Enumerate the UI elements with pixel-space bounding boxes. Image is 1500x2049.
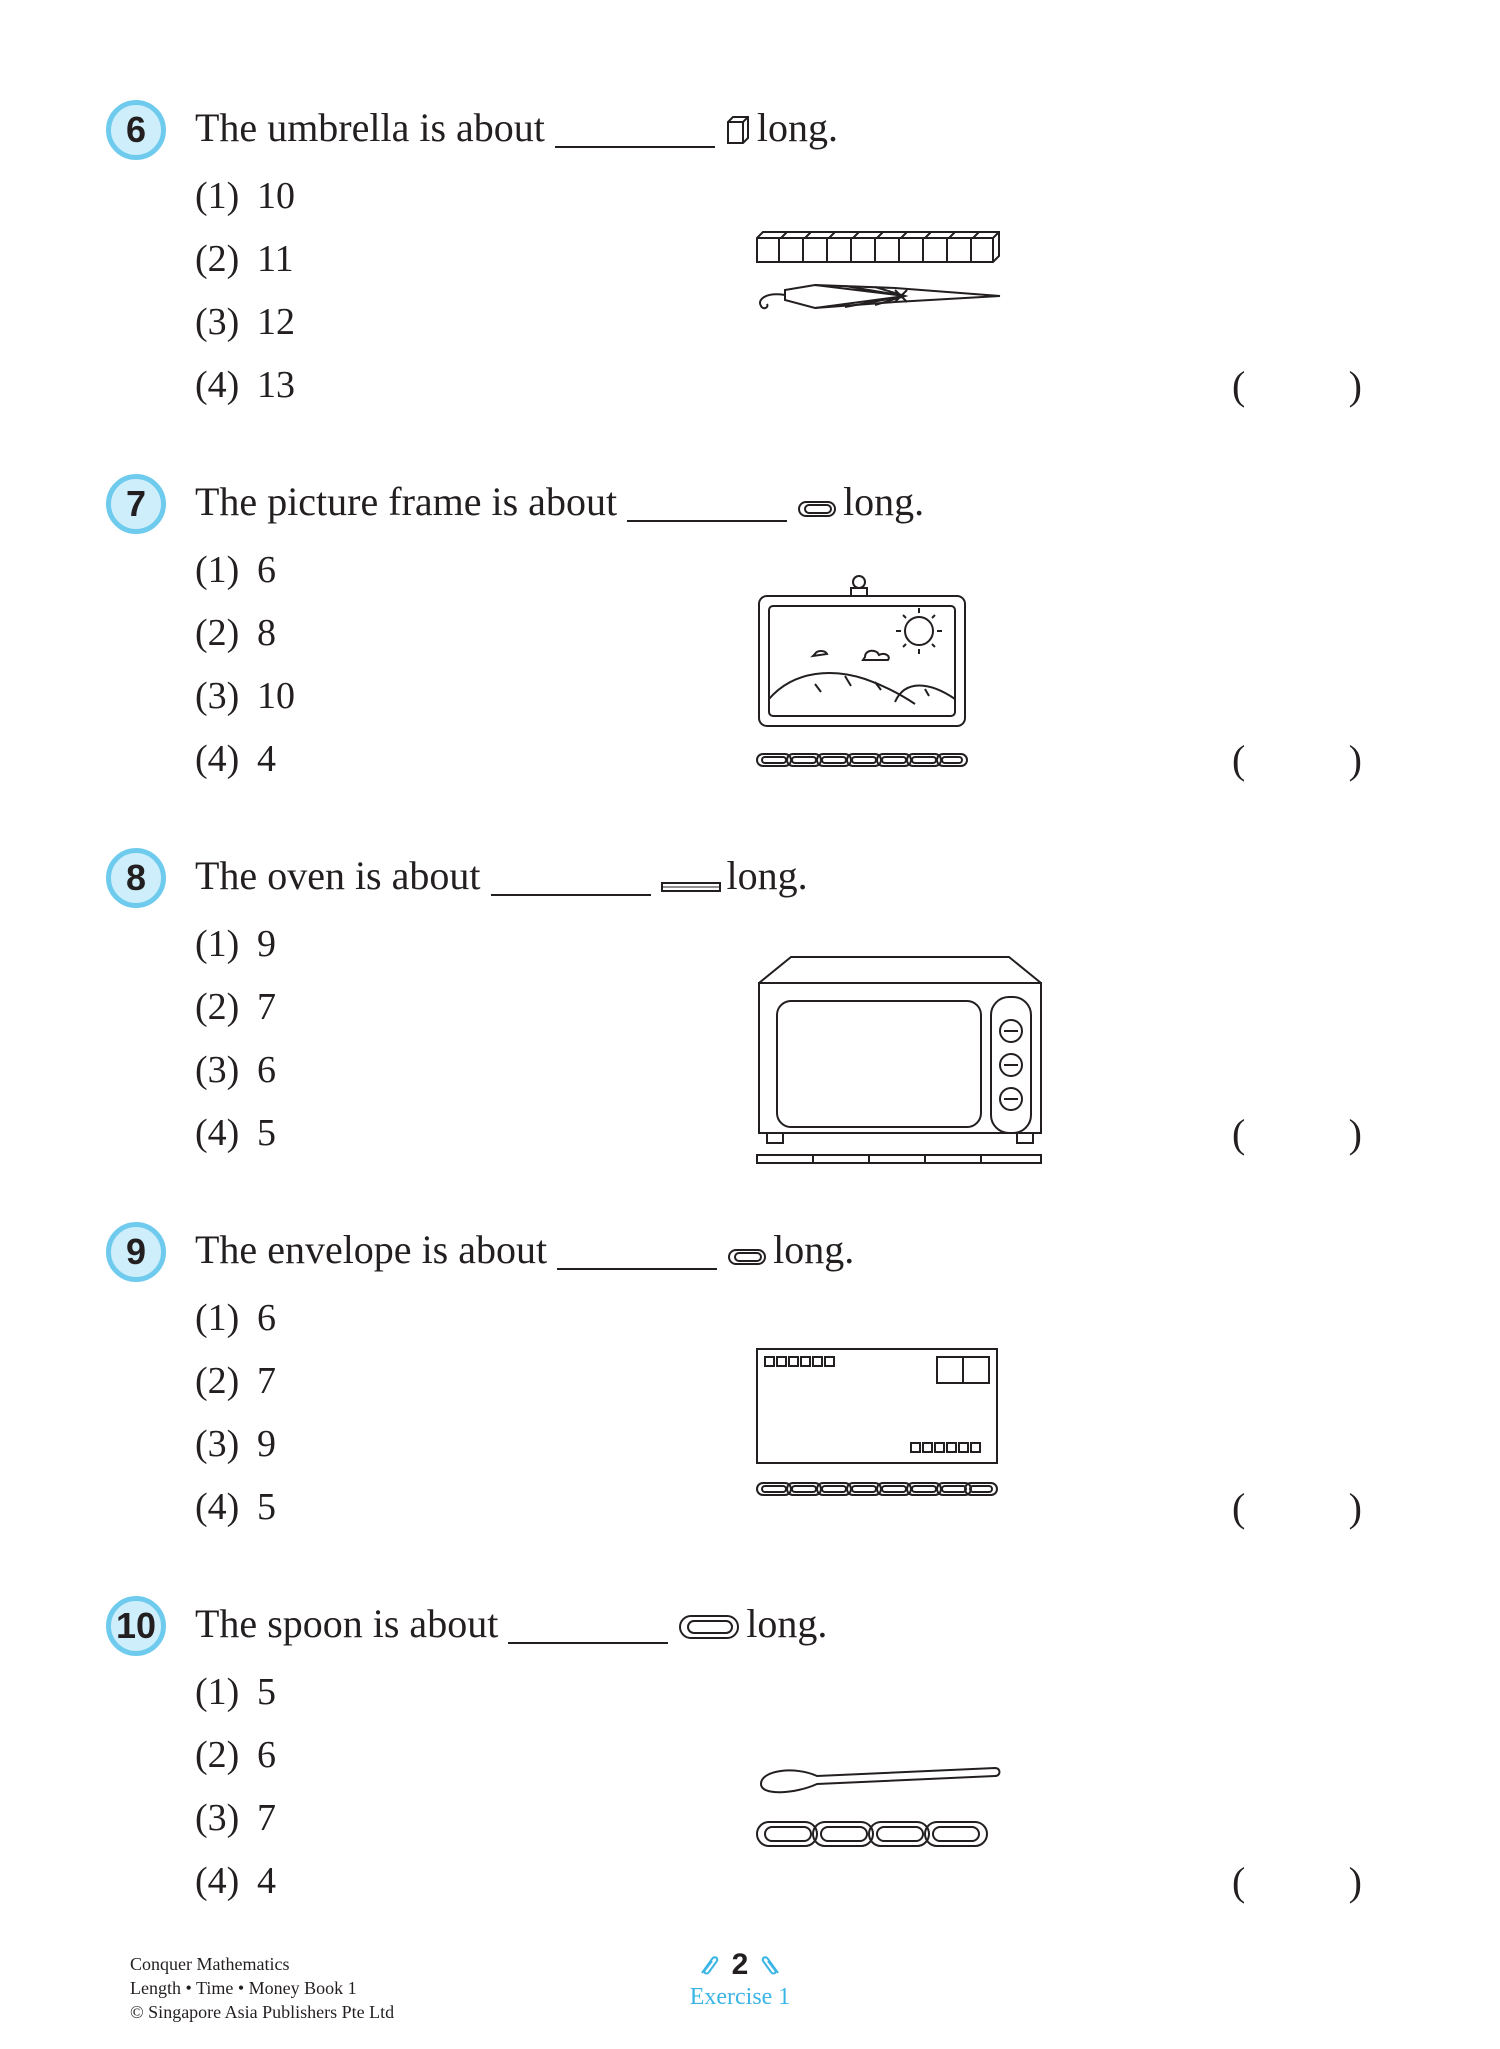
- footer-book-title: Length • Time • Money Book 1: [130, 1978, 357, 1998]
- answer-parentheses[interactable]: ( ): [1232, 737, 1362, 782]
- stem-suffix: long.: [726, 853, 808, 898]
- option-3[interactable]: (3) 7: [195, 1797, 276, 1839]
- spoon-illustration: [755, 1756, 1005, 1856]
- stem-text: The umbrella is about: [195, 105, 545, 150]
- answer-parentheses[interactable]: ( ): [1232, 1859, 1362, 1904]
- paper-clip-ornament-icon: [758, 1953, 782, 1977]
- answer-blank[interactable]: [627, 486, 787, 522]
- footer-series-title: Conquer Mathematics: [130, 1954, 290, 1974]
- option-3[interactable]: (3) 6: [195, 1049, 276, 1091]
- question-8: [0, 848, 1500, 1218]
- answer-blank[interactable]: [508, 1608, 668, 1644]
- options-list: [195, 1668, 276, 1920]
- question-stem: [195, 850, 808, 902]
- stem-suffix: long.: [756, 105, 839, 150]
- option-1[interactable]: (1) 5: [195, 1671, 276, 1713]
- stem-text: The spoon is about: [195, 1601, 499, 1646]
- question-stem: [195, 476, 924, 528]
- option-1[interactable]: (1) 10: [195, 175, 295, 217]
- option-4[interactable]: (4) 4: [195, 738, 276, 780]
- answer-parentheses[interactable]: ( ): [1232, 1111, 1362, 1156]
- option-2[interactable]: (2) 8: [195, 612, 276, 654]
- answer-blank[interactable]: [557, 1234, 717, 1270]
- envelope-illustration: [755, 1347, 1005, 1507]
- option-4[interactable]: (4) 5: [195, 1486, 276, 1528]
- stick-icon: [661, 882, 721, 892]
- option-4[interactable]: (4) 5: [195, 1112, 276, 1154]
- stem-suffix: long.: [773, 1227, 855, 1272]
- stem-text: The envelope is about: [195, 1227, 548, 1272]
- large-paper-clip-icon: [678, 1614, 740, 1640]
- option-1[interactable]: (1) 9: [195, 923, 276, 965]
- answer-blank[interactable]: [491, 860, 651, 896]
- option-3[interactable]: (3) 9: [195, 1423, 276, 1465]
- question-9: [0, 1222, 1500, 1592]
- question-number-badge: 7: [106, 474, 166, 534]
- footer-publisher-info: [130, 1952, 394, 2024]
- exercise-label: Exercise 1: [689, 1984, 791, 2010]
- options-list: [195, 1294, 276, 1546]
- footer-page-info: [640, 1948, 840, 2011]
- answer-parentheses[interactable]: ( ): [1232, 363, 1362, 408]
- question-6: [0, 100, 1500, 470]
- option-1[interactable]: (1) 6: [195, 1297, 276, 1339]
- page-number-row: [640, 1948, 840, 1982]
- option-3[interactable]: (3) 12: [195, 301, 295, 343]
- paper-clip-icon: [727, 1248, 767, 1266]
- option-3[interactable]: (3) 10: [195, 675, 295, 717]
- option-2[interactable]: (2) 11: [195, 238, 294, 280]
- stem-suffix: long.: [843, 479, 925, 524]
- option-2[interactable]: (2) 6: [195, 1734, 276, 1776]
- option-4[interactable]: (4) 4: [195, 1860, 276, 1902]
- option-4[interactable]: (4) 13: [195, 364, 295, 406]
- question-number-badge: 8: [106, 848, 166, 908]
- option-2[interactable]: (2) 7: [195, 986, 276, 1028]
- footer-copyright: © Singapore Asia Publishers Pte Ltd: [130, 2002, 395, 2022]
- stem-text: The picture frame is about: [195, 479, 618, 524]
- options-list: [195, 920, 276, 1172]
- question-number-badge: 9: [106, 1222, 166, 1282]
- question-stem: [195, 1224, 854, 1276]
- stem-text: The oven is about: [195, 853, 481, 898]
- cube-icon: [725, 114, 751, 144]
- question-stem: [195, 102, 838, 154]
- question-10: [0, 1596, 1500, 1966]
- answer-blank[interactable]: [555, 112, 715, 148]
- paper-clip-icon: [797, 500, 837, 518]
- umbrella-and-cubes-illustration: [755, 230, 1005, 330]
- oven-illustration: [755, 953, 1045, 1173]
- option-1[interactable]: (1) 6: [195, 549, 276, 591]
- question-number-badge: 10: [106, 1596, 166, 1656]
- paper-clip-ornament-icon: [698, 1953, 722, 1977]
- picture-frame-illustration: [755, 574, 975, 774]
- page-number: 2: [731, 1948, 749, 1981]
- options-list: [195, 172, 295, 424]
- answer-parentheses[interactable]: ( ): [1232, 1485, 1362, 1530]
- stem-suffix: long.: [746, 1601, 828, 1646]
- question-number-badge: 6: [106, 100, 166, 160]
- option-2[interactable]: (2) 7: [195, 1360, 276, 1402]
- question-7: [0, 474, 1500, 844]
- question-stem: [195, 1598, 827, 1650]
- options-list: [195, 546, 295, 798]
